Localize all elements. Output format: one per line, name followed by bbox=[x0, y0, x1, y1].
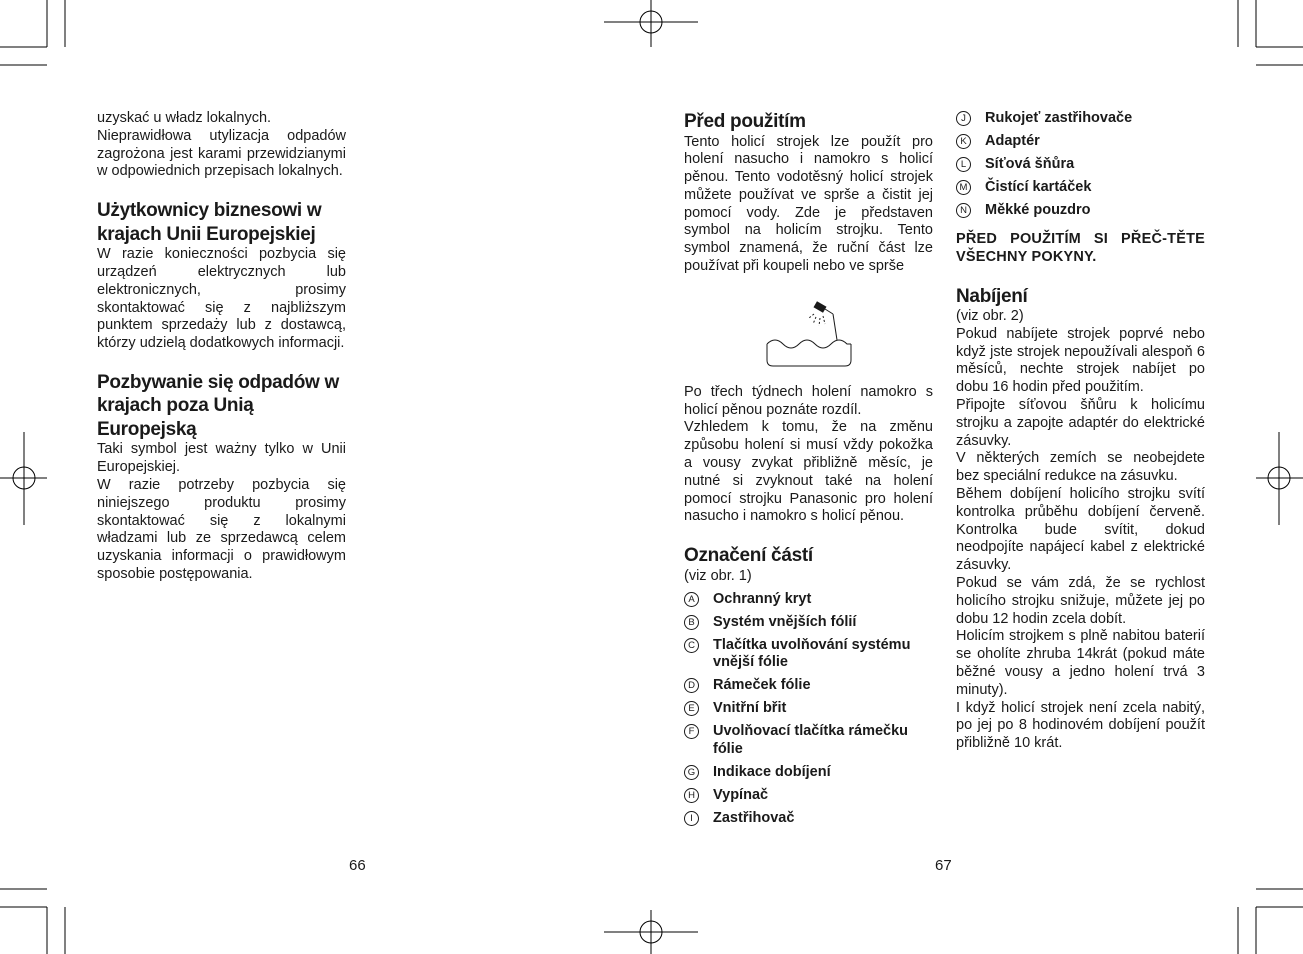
list-item bbox=[684, 700, 933, 718]
page-number-right: 67 bbox=[935, 857, 952, 874]
charging-paragraph: I když holicí strojek není zcela nabitý, po jej po 8 hodinovém dobíjení použít přibližně 10 krát. bbox=[956, 699, 1205, 752]
part-label: Indikace dobíjení bbox=[713, 763, 831, 780]
part-label: Uvolňovací tlačítka rámečku fólie bbox=[713, 723, 909, 757]
part-label: Čistící kartáček bbox=[985, 179, 1092, 195]
list-item bbox=[684, 637, 933, 672]
circled-letter-icon: G bbox=[684, 765, 699, 780]
page-number-left: 66 bbox=[349, 857, 366, 874]
circled-letter-icon: F bbox=[684, 724, 699, 739]
circled-letter-icon: D bbox=[684, 678, 699, 693]
shower-bath-icon bbox=[765, 300, 853, 370]
charging-paragraph: Během dobíjení holicího strojku svítí kontrolka průběhu dobíjení červeně. Kontrolka bude svítit, dokud neodpojíte napájecí kabel z elektrické zásuvky. bbox=[956, 486, 1205, 574]
list-item bbox=[956, 133, 1205, 151]
section-heading-charging: Nabíjení bbox=[956, 285, 1028, 307]
part-label: Měkké pouzdro bbox=[985, 202, 1091, 218]
charging-paragraph: Pokud se vám zdá, že se rychlost holicího strojku snižuje, můžete jej po dobu 12 hodin zcela dobít. bbox=[956, 575, 1205, 627]
list-item bbox=[956, 110, 1205, 128]
section-text-outside-eu-2: W razie potrzeby pozbycia się niniejszego produktu prosimy skontaktować się z lokalnymi władzami lub ze sprzedawcą celem uzyskania informacji o prawidłowym sposobie postępowania. bbox=[97, 477, 346, 583]
parts-list bbox=[684, 591, 933, 828]
part-label: Síťová šňůra bbox=[985, 156, 1075, 172]
circled-letter-icon: M bbox=[956, 180, 971, 195]
right-page-column-1 bbox=[684, 110, 933, 833]
list-item bbox=[684, 723, 933, 758]
circled-letter-icon: B bbox=[684, 615, 699, 630]
list-item bbox=[956, 202, 1205, 220]
parts-figure-ref: (viz obr. 1) bbox=[684, 567, 752, 584]
charging-paragraph: V některých zemích se neobejdete bez speciální redukce na zásuvku. bbox=[956, 450, 1205, 485]
list-item bbox=[684, 810, 933, 828]
parts-list-continued bbox=[956, 110, 1205, 220]
part-label: Adaptér bbox=[985, 133, 1040, 149]
list-item bbox=[956, 156, 1205, 174]
intro-line-1: uzyskać u władz lokalnych. bbox=[97, 110, 272, 126]
charging-figure-ref: (viz obr. 2) bbox=[956, 308, 1024, 325]
left-page-column bbox=[97, 110, 346, 584]
part-label: Ochranný kryt bbox=[713, 590, 812, 607]
section-text-outside-eu-1: Taki symbol jest ważny tylko w Unii Europejskiej. bbox=[97, 441, 346, 476]
after-symbol-text-2: Vzhledem k tomu, že na změnu způsobu holení si musí vždy pokožka a vousy zvykat přibližně měsíc, je nutné si zvyknout také na holení pomocí strojku Panasonic pro holení nasucho i namokro s holicí pěnou. bbox=[684, 419, 933, 525]
right-page-column-2 bbox=[956, 110, 1205, 753]
list-item bbox=[684, 764, 933, 782]
list-item bbox=[684, 677, 933, 695]
circled-letter-icon: L bbox=[956, 157, 971, 172]
warning-read-instructions: PŘED POUŽITÍM SI PŘEČ-TĚTE VŠECHNY POKYNY. bbox=[956, 231, 1205, 265]
charging-paragraph: Pokud nabíjete strojek poprvé nebo když jste strojek nepoužívali alespoň 6 měsíců, nechte strojek nabíjet po dobu 16 hodin před použitím. bbox=[956, 325, 1205, 396]
section-heading-business-users: Użytkownicy biznesowi w krajach Unii Europejskiej bbox=[97, 200, 322, 245]
part-label: Zastřihovač bbox=[713, 809, 795, 826]
list-item bbox=[684, 614, 933, 632]
part-label: Vypínač bbox=[713, 786, 769, 803]
part-label: Tlačítka uvolňování systému vnější fólie bbox=[713, 636, 911, 671]
after-symbol-text-1: Po třech týdnech holení namokro s holicí pěnou poznáte rozdíl. bbox=[684, 383, 933, 418]
circled-letter-icon: A bbox=[684, 592, 699, 607]
part-label: Rukojeť zastřihovače bbox=[985, 110, 1133, 126]
circled-letter-icon: C bbox=[684, 638, 699, 653]
charging-paragraph: Holicím strojkem s plně nabitou baterií se oholíte zhruba 14krát (pokud máte běžné vousy a jedno holení trvá 3 minuty). bbox=[956, 628, 1205, 698]
list-item bbox=[956, 179, 1205, 197]
charging-paragraph: Připojte síťovou šňůru k holicímu strojku a zapojte adaptér do elektrické zásuvky. bbox=[956, 397, 1205, 449]
circled-letter-icon: J bbox=[956, 111, 971, 126]
part-label: Systém vnějších fólií bbox=[713, 613, 857, 630]
part-label: Vnitřní břit bbox=[713, 700, 787, 717]
intro-line-2: Nieprawidłowa utylizacja odpadów zagrożona jest karami przewidzianymi w odpowiednich przepisach lokalnych. bbox=[97, 127, 346, 180]
section-heading-outside-eu: Pozbywanie się odpadów w krajach poza Unią Europejską bbox=[97, 371, 339, 440]
circled-letter-icon: E bbox=[684, 701, 699, 716]
circled-letter-icon: N bbox=[956, 203, 971, 218]
part-label: Rámeček fólie bbox=[713, 677, 811, 694]
circled-letter-icon: I bbox=[684, 811, 699, 826]
circled-letter-icon: K bbox=[956, 134, 971, 149]
section-text-business-users: W razie konieczności pozbycia się urządzeń elektrycznych lub elektronicznych, prosimy skontaktować się z najbliższym punktem sprzedaży lub z dostawcą, którzy udzielą dodatkowych informacji. bbox=[97, 246, 346, 352]
section-text-before-use: Tento holicí strojek lze použít pro holení nasucho i namokro s holicí pěnou. Tento vodotěsný holicí strojek můžete používat ve sprše a čistit jej pomocí vody. Zde je představen symbol na holicím strojku. Tento symbol znamená, že ruční část lze používat při koupeli nebo ve sprše bbox=[684, 133, 933, 275]
list-item bbox=[684, 787, 933, 805]
circled-letter-icon: H bbox=[684, 788, 699, 803]
list-item bbox=[684, 591, 933, 609]
section-heading-before-use: Před použitím bbox=[684, 111, 806, 132]
section-heading-parts: Označení částí bbox=[684, 545, 813, 567]
